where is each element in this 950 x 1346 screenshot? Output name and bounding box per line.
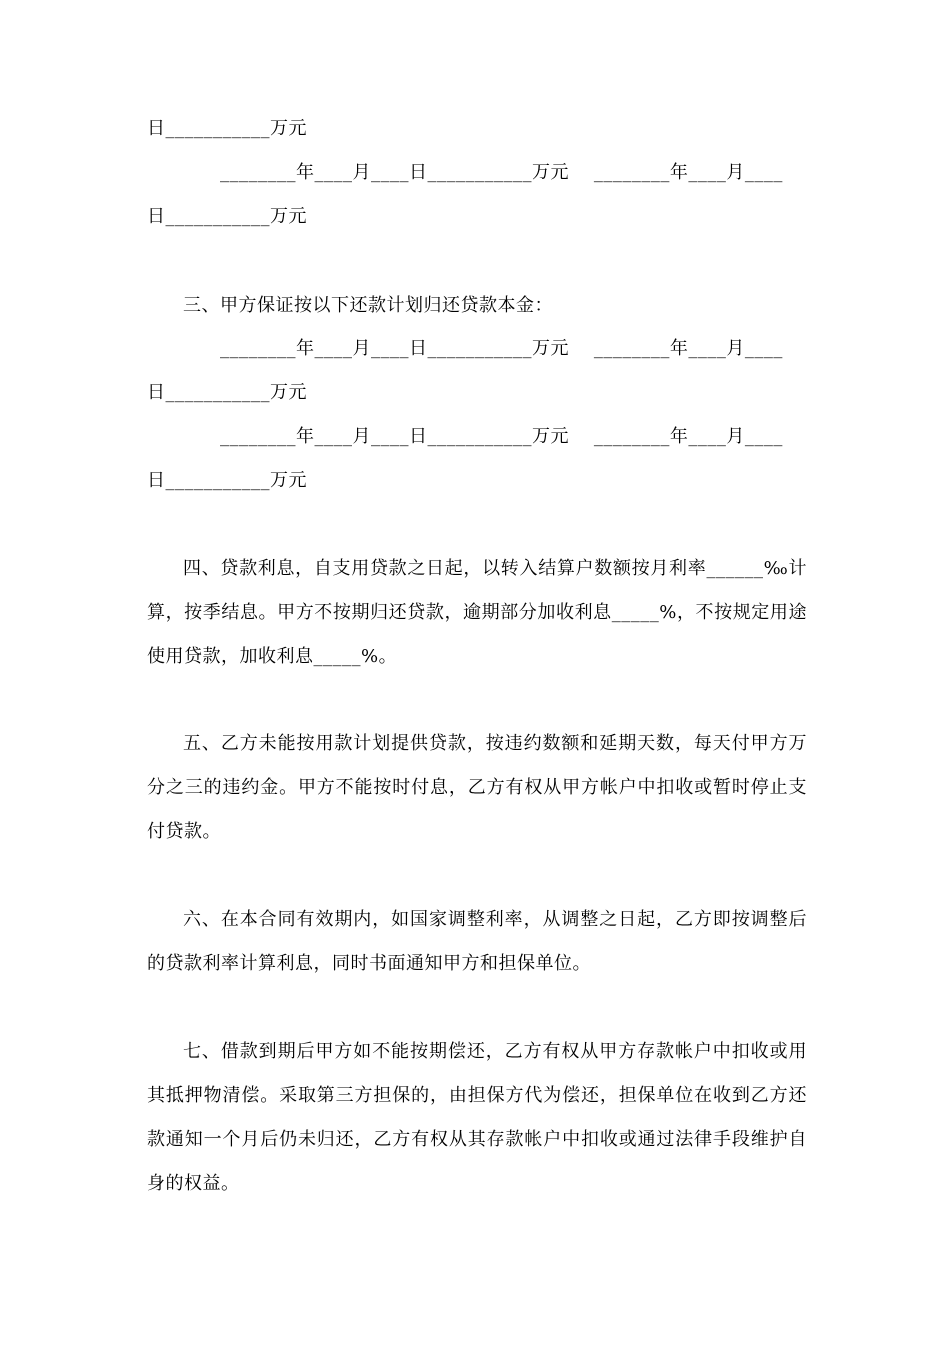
section-4-paragraph: 四、贷款利息，自支用贷款之日起，以转入结算户数额按月利率______‰计算，按季结息。甲方不按期归还贷款，逾期部分加收利息_____%，不按规定用途使用贷款，加收利息_____%。 <box>147 558 807 667</box>
section-7-paragraph: 七、借款到期后甲方如不能按期偿还，乙方有权从甲方存款帐户中扣收或用其抵押物清偿。采取第三方担保的，由担保方代为偿还，担保单位在收到乙方还款通知一个月后仍未归还，乙方有权从其存款帐户中扣收或通过法律手段维护自身的权益。 <box>147 1041 807 1194</box>
section-3-heading: 三、甲方保证按以下还款计划归还贷款本金： <box>183 295 553 316</box>
schedule-line: 日___________万元 <box>147 470 307 491</box>
schedule-line: ________年____月____日___________万元 ________年____月____ <box>220 162 783 183</box>
schedule-line: ________年____月____日___________万元 ________年____月____ <box>220 338 783 359</box>
schedule-line: 日___________万元 <box>147 382 307 403</box>
schedule-line: 日___________万元 <box>147 118 307 139</box>
schedule-line: 日___________万元 <box>147 206 307 227</box>
schedule-line: ________年____月____日___________万元 ________年____月____ <box>220 426 783 447</box>
section-6-paragraph: 六、在本合同有效期内，如国家调整利率，从调整之日起，乙方即按调整后的贷款利率计算利息，同时书面通知甲方和担保单位。 <box>147 909 807 974</box>
section-5-paragraph: 五、乙方未能按用款计划提供贷款，按违约数额和延期天数，每天付甲方万分之三的违约金。甲方不能按时付息，乙方有权从甲方帐户中扣收或暂时停止支付贷款。 <box>147 733 807 842</box>
